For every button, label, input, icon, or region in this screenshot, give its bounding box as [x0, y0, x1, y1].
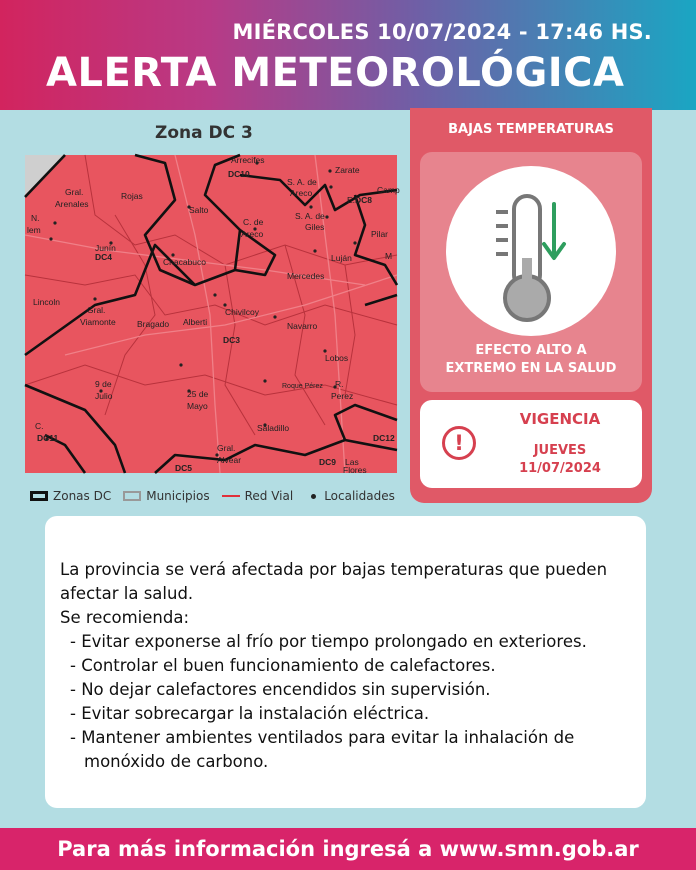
map-label: Mayo — [187, 401, 208, 411]
map-label: N. — [31, 213, 40, 223]
map-label: Las — [345, 457, 359, 467]
header-banner — [0, 0, 696, 110]
map-label: Saladillo — [257, 423, 290, 433]
icon-circle — [446, 166, 616, 336]
map-legend — [30, 489, 407, 503]
legend-item-zones — [30, 489, 111, 503]
map-label: Mercedes — [287, 271, 325, 281]
map-label: Bragado — [137, 319, 170, 329]
map-label: M — [385, 251, 393, 261]
issue-date: MIÉRCOLES 10/07/2024 - 17:46 HS. — [232, 20, 652, 44]
list-item: - Evitar exponerse al frío por tiempo prolongado en exteriores. — [70, 632, 587, 651]
legend-item-roads — [222, 489, 294, 503]
map-label: Alvear — [217, 455, 242, 465]
roads-swatch — [222, 495, 240, 497]
map-label: DC9 — [319, 457, 337, 467]
validity-day: JUEVES — [533, 443, 587, 458]
map-label: Julio — [95, 391, 113, 401]
map-label: Gral. — [217, 443, 236, 453]
list-item: - Evitar sobrecargar la instalación eléctrica. — [70, 704, 430, 723]
municipalities-swatch — [123, 491, 141, 501]
list-item: - Controlar el buen funcionamiento de calefactores. — [70, 656, 496, 675]
list-item: - No dejar calefactores encendidos sin supervisión. — [70, 680, 491, 699]
map-label: Salto — [189, 205, 209, 215]
map-label: Flores — [343, 465, 367, 475]
footer-banner — [0, 828, 696, 870]
legend-label: Zonas DC — [53, 489, 112, 503]
page-title: ALERTA METEOROLÓGICA — [46, 50, 625, 96]
legend-label: Municipios — [146, 489, 210, 503]
legend-item-localities — [305, 489, 395, 503]
recommendations-list — [60, 630, 632, 774]
map-label: Lobos — [325, 353, 349, 363]
map-label: lem — [27, 225, 41, 235]
map-label: C. — [35, 421, 44, 431]
intro-text: La provincia se verá afectada por bajas temperaturas que pueden afectar la salud. — [60, 560, 608, 603]
effect-line-1: EFECTO ALTO A — [475, 343, 587, 358]
map-label: Arenales — [55, 199, 89, 209]
map-label: Camp — [377, 185, 400, 195]
map-label: Navarro — [287, 321, 318, 331]
map-label: S. A. de — [295, 211, 325, 221]
alert-map — [25, 155, 400, 475]
map-label: Arrecifes — [231, 155, 265, 165]
effect-text — [420, 342, 642, 378]
map-label: 25 de — [187, 389, 209, 399]
map-label: DC10 — [228, 169, 250, 179]
validity-label: VIGENCIA — [519, 410, 601, 428]
map-label: Rojas — [121, 191, 143, 201]
map-label: Gral. — [65, 187, 84, 197]
effect-line-2: EXTREMO EN LA SALUD — [445, 361, 617, 376]
recommendations-box — [45, 516, 646, 808]
map-label: S. A. de — [287, 177, 317, 187]
map-label: DC12 — [373, 433, 395, 443]
list-item: - Mantener ambientes ventilados para evitar la inhalación de monóxido de carbono. — [70, 728, 575, 771]
map-label: C. de — [243, 217, 264, 227]
map-label: Gral. — [87, 305, 106, 315]
alert-icon-panel — [420, 152, 642, 392]
map-label: Alberti — [183, 317, 208, 327]
legend-label: Localidades — [324, 489, 395, 503]
map-label: 9 de — [95, 379, 112, 389]
map-label: Pilar — [371, 229, 389, 239]
localities-swatch — [311, 494, 316, 499]
map-label: DC5 — [175, 463, 193, 473]
legend-label: Red Vial — [244, 489, 294, 503]
recommend-label: Se recomienda: — [60, 608, 190, 627]
map-label: E. — [347, 195, 356, 205]
exclamation-icon: ! — [442, 426, 476, 460]
validity-date-block — [490, 442, 630, 478]
alert-type: BAJAS TEMPERATURAS — [448, 122, 614, 137]
map-label: DC3 — [223, 335, 241, 345]
map-label: Zarate — [335, 165, 360, 175]
map-label: DC4 — [95, 252, 113, 262]
zones-swatch — [30, 491, 48, 501]
map-label: Chacabuco — [163, 257, 207, 267]
map-label: Lincoln — [33, 297, 60, 307]
map-label: R. — [335, 379, 344, 389]
map-label: Chivilcoy — [225, 307, 260, 317]
map-label: DC11 — [37, 433, 59, 443]
validity-date: 11/07/2024 — [519, 461, 601, 476]
map-label: Roque Pérez — [282, 383, 323, 390]
zone-title: Zona DC 3 — [155, 123, 253, 143]
legend-item-municipalities — [123, 489, 209, 503]
map-label: Junín — [95, 243, 116, 253]
alert-card — [410, 108, 652, 503]
map-label: Areco — [241, 229, 264, 239]
validity-panel — [420, 400, 642, 488]
map-label: Areco — [290, 188, 313, 198]
map-label: DC8 — [355, 195, 373, 205]
footer-text: Para más información ingresá a www.smn.gob.ar — [57, 837, 639, 861]
map-panel — [20, 115, 400, 510]
map-label: Luján — [331, 253, 352, 263]
map-label: Giles — [305, 222, 325, 232]
map-label: Perez — [331, 391, 354, 401]
map-label: Viamonte — [80, 317, 116, 327]
thermometer-icon — [446, 166, 616, 336]
